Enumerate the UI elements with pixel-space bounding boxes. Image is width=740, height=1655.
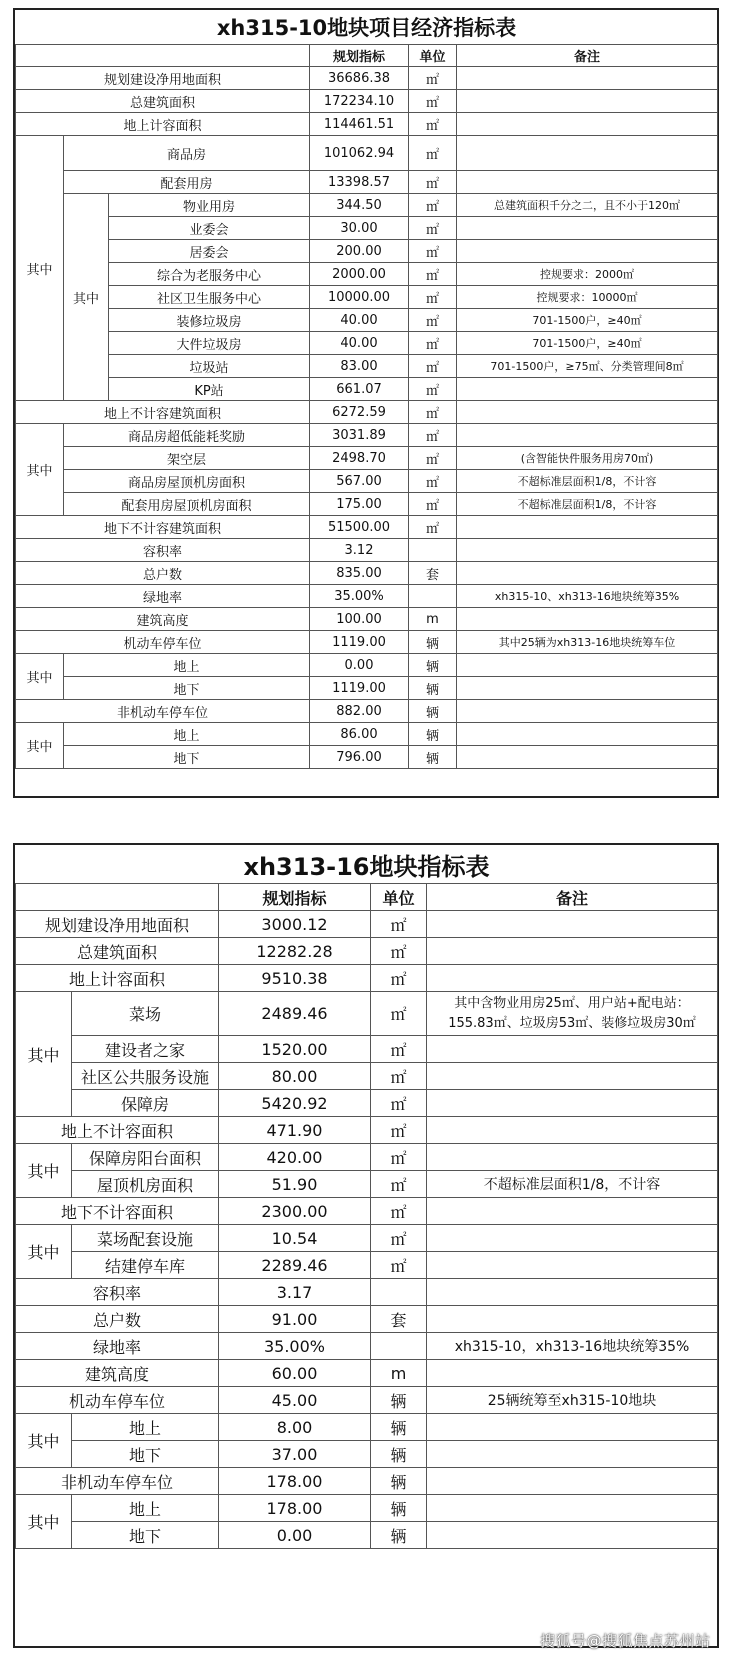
table-row: [16, 378, 718, 401]
table-row: [16, 401, 718, 424]
row-value: 471.90: [219, 1117, 371, 1144]
header-blank: [16, 884, 219, 911]
row-unit: m: [371, 1360, 427, 1387]
row-note: [427, 911, 718, 938]
row-note: [457, 378, 718, 401]
row-value: 5420.92: [219, 1090, 371, 1117]
row-value: 12282.28: [219, 938, 371, 965]
row-note: [457, 677, 718, 700]
row-label: 菜场: [72, 992, 219, 1036]
row-value: 835.00: [310, 562, 409, 585]
table-row: [16, 1252, 718, 1279]
row-value: 178.00: [219, 1495, 371, 1522]
row-label: 垃圾站: [109, 355, 310, 378]
table-row: [16, 1279, 718, 1306]
row-unit: 辆: [409, 677, 457, 700]
header-unit: 单位: [409, 45, 457, 67]
row-label: 居委会: [109, 240, 310, 263]
row-note: [457, 562, 718, 585]
row-note: [427, 1090, 718, 1117]
row-value: 567.00: [310, 470, 409, 493]
table-row: [16, 67, 718, 90]
row-label: 地上: [72, 1414, 219, 1441]
row-note: 总建筑面积千分之二，且不小于120㎡: [457, 194, 718, 217]
header-row: [16, 45, 718, 67]
row-note: (含智能快件服务用房70㎡): [457, 447, 718, 470]
row-unit: ㎡: [371, 1063, 427, 1090]
row-note: [457, 723, 718, 746]
row-unit: 套: [371, 1306, 427, 1333]
table-row: [16, 1468, 718, 1495]
row-label: 菜场配套设施: [72, 1225, 219, 1252]
row-unit: ㎡: [409, 263, 457, 286]
row-unit: ㎡: [409, 378, 457, 401]
table-row: [16, 1090, 718, 1117]
row-value: 2000.00: [310, 263, 409, 286]
row-label: 地上不计容建筑面积: [16, 401, 310, 424]
row-unit: ㎡: [409, 113, 457, 136]
row-label: 地上: [64, 723, 310, 746]
row-note: [457, 136, 718, 171]
row-value: 40.00: [310, 309, 409, 332]
row-unit: 辆: [409, 631, 457, 654]
row-unit: ㎡: [409, 194, 457, 217]
table-row: [16, 1171, 718, 1198]
row-unit: ㎡: [371, 1036, 427, 1063]
row-label: 地上计容面积: [16, 965, 219, 992]
row-unit: 辆: [409, 700, 457, 723]
table-row: [16, 493, 718, 516]
row-label: 地下: [64, 746, 310, 769]
row-unit: ㎡: [409, 309, 457, 332]
row-label: 非机动车停车位: [16, 700, 310, 723]
row-note: [427, 965, 718, 992]
row-note: [427, 1414, 718, 1441]
row-value: 0.00: [219, 1522, 371, 1549]
table-row: [16, 447, 718, 470]
table-row: [16, 911, 718, 938]
row-unit: ㎡: [409, 90, 457, 113]
table-row: [16, 1144, 718, 1171]
header-blank: [16, 45, 310, 67]
row-label: 地下不计容建筑面积: [16, 516, 310, 539]
row-label: 装修垃圾房: [109, 309, 310, 332]
indicator-table-1: [15, 10, 718, 769]
subgroup-label: 其中: [64, 194, 109, 401]
note-line-2: 155.83㎡、垃圾房53㎡、装修垃圾房30㎡: [448, 1015, 696, 1031]
row-label: 总建筑面积: [16, 938, 219, 965]
row-note: [457, 654, 718, 677]
row-note: 701-1500户，≥40㎡: [457, 309, 718, 332]
row-note: [427, 1441, 718, 1468]
row-note: [457, 113, 718, 136]
row-unit: [409, 539, 457, 562]
row-value: 172234.10: [310, 90, 409, 113]
row-label: 商品房超低能耗奖励: [64, 424, 310, 447]
row-label: 地下: [72, 1522, 219, 1549]
table-row: [16, 194, 718, 217]
row-note: [457, 516, 718, 539]
row-unit: ㎡: [409, 401, 457, 424]
table-row: [16, 539, 718, 562]
row-label: 综合为老服务中心: [109, 263, 310, 286]
row-label: 地上计容面积: [16, 113, 310, 136]
row-value: 344.50: [310, 194, 409, 217]
row-note: 不超标准层面积1/8，不计容: [427, 1171, 718, 1198]
row-label: 总建筑面积: [16, 90, 310, 113]
row-unit: [371, 1333, 427, 1360]
row-unit: 辆: [371, 1468, 427, 1495]
table-row: [16, 286, 718, 309]
row-value: 3031.89: [310, 424, 409, 447]
row-unit: ㎡: [409, 516, 457, 539]
row-note: [457, 539, 718, 562]
row-note: 其中25辆为xh313-16地块统筹车位: [457, 631, 718, 654]
row-label: 地下不计容面积: [16, 1198, 219, 1225]
row-value: 40.00: [310, 332, 409, 355]
row-label: 物业用房: [109, 194, 310, 217]
table-row: [16, 136, 718, 171]
row-note: [427, 1198, 718, 1225]
row-label: 社区卫生服务中心: [109, 286, 310, 309]
row-value: 114461.51: [310, 113, 409, 136]
row-label: 配套用房屋顶机房面积: [64, 493, 310, 516]
row-unit: 辆: [371, 1441, 427, 1468]
table-row: [16, 516, 718, 539]
row-unit: 套: [409, 562, 457, 585]
row-label: 业委会: [109, 217, 310, 240]
row-note: 701-1500户，≥75㎡、分类管理间8㎡: [457, 355, 718, 378]
row-label: 规划建设净用地面积: [16, 67, 310, 90]
table-row: [16, 1306, 718, 1333]
row-value: 882.00: [310, 700, 409, 723]
row-value: 51.90: [219, 1171, 371, 1198]
row-unit: ㎡: [371, 1144, 427, 1171]
row-note: [427, 1117, 718, 1144]
table-row: [16, 585, 718, 608]
row-value: 13398.57: [310, 171, 409, 194]
row-note: [427, 938, 718, 965]
row-note: [457, 90, 718, 113]
row-value: 91.00: [219, 1306, 371, 1333]
row-value: 6272.59: [310, 401, 409, 424]
table-row: [16, 263, 718, 286]
row-unit: m: [409, 608, 457, 631]
watermark-bottom: 搜狐号@搜狐焦点苏州站: [540, 1632, 711, 1650]
group-label: 其中: [16, 1144, 72, 1198]
header-note: 备注: [457, 45, 718, 67]
row-note: [427, 1306, 718, 1333]
row-label: 非机动车停车位: [16, 1468, 219, 1495]
table-row: [16, 332, 718, 355]
table-row: [16, 1063, 718, 1090]
row-value: 10000.00: [310, 286, 409, 309]
row-note: 控规要求：10000㎡: [457, 286, 718, 309]
row-value: 796.00: [310, 746, 409, 769]
row-unit: ㎡: [409, 355, 457, 378]
table-row: [16, 113, 718, 136]
row-note: 不超标准层面积1/8，不计容: [457, 470, 718, 493]
group-label: 其中: [16, 723, 64, 769]
table-row: [16, 631, 718, 654]
table-row: [16, 1036, 718, 1063]
table-row: [16, 938, 718, 965]
table-row: [16, 1333, 718, 1360]
row-label: 配套用房: [64, 171, 310, 194]
table-row: [16, 309, 718, 332]
row-label: 大件垃圾房: [109, 332, 310, 355]
row-value: 37.00: [219, 1441, 371, 1468]
header-value: 规划指标: [219, 884, 371, 911]
row-unit: ㎡: [371, 911, 427, 938]
row-label: 商品房: [64, 136, 310, 171]
row-unit: ㎡: [409, 217, 457, 240]
row-unit: ㎡: [371, 1198, 427, 1225]
row-value: 45.00: [219, 1387, 371, 1414]
row-note: [457, 746, 718, 769]
row-note: [427, 1144, 718, 1171]
row-unit: ㎡: [371, 938, 427, 965]
row-note: [427, 1063, 718, 1090]
table-row: [16, 1441, 718, 1468]
row-value: 83.00: [310, 355, 409, 378]
row-unit: ㎡: [409, 332, 457, 355]
row-note: [457, 171, 718, 194]
row-note: [427, 1279, 718, 1306]
row-value: 3000.12: [219, 911, 371, 938]
table-row: [16, 355, 718, 378]
row-note: [457, 217, 718, 240]
row-unit: ㎡: [371, 965, 427, 992]
table-row: [16, 1360, 718, 1387]
row-label: 商品房屋顶机房面积: [64, 470, 310, 493]
row-value: 101062.94: [310, 136, 409, 171]
row-unit: ㎡: [409, 240, 457, 263]
table-row: [16, 965, 718, 992]
row-value: 3.17: [219, 1279, 371, 1306]
row-value: 100.00: [310, 608, 409, 631]
row-value: 2489.46: [219, 992, 371, 1036]
row-label: 地下: [72, 1441, 219, 1468]
row-label: 容积率: [16, 539, 310, 562]
table-row: [16, 700, 718, 723]
table-row: [16, 1387, 718, 1414]
row-note: [457, 608, 718, 631]
table-row: [16, 1495, 718, 1522]
row-value: 2498.70: [310, 447, 409, 470]
row-label: 建设者之家: [72, 1036, 219, 1063]
row-unit: ㎡: [371, 1252, 427, 1279]
indicator-table-2: [15, 845, 718, 1549]
row-label: 机动车停车位: [16, 1387, 219, 1414]
table-row: [16, 240, 718, 263]
row-note: [427, 1360, 718, 1387]
table-row: [16, 424, 718, 447]
row-note: [427, 1522, 718, 1549]
row-unit: 辆: [371, 1522, 427, 1549]
row-unit: ㎡: [371, 1090, 427, 1117]
table-xh313-16: [13, 843, 719, 1648]
row-label: 建筑高度: [16, 608, 310, 631]
row-label: 架空层: [64, 447, 310, 470]
table-row: [16, 723, 718, 746]
row-label: 总户数: [16, 562, 310, 585]
row-unit: ㎡: [371, 1225, 427, 1252]
row-label: 总户数: [16, 1306, 219, 1333]
row-label: 社区公共服务设施: [72, 1063, 219, 1090]
row-value: 30.00: [310, 217, 409, 240]
header-value: 规划指标: [310, 45, 409, 67]
row-note: 701-1500户，≥40㎡: [457, 332, 718, 355]
row-label: 屋顶机房面积: [72, 1171, 219, 1198]
row-note: [427, 992, 718, 1036]
table-row: [16, 746, 718, 769]
group-label: 其中: [16, 1225, 72, 1279]
table-row: [16, 1198, 718, 1225]
row-value: 661.07: [310, 378, 409, 401]
row-value: 8.00: [219, 1414, 371, 1441]
row-unit: ㎡: [409, 470, 457, 493]
row-note: 25辆统筹至xh315-10地块: [427, 1387, 718, 1414]
row-label: 地下: [64, 677, 310, 700]
table-title: xh313-16地块指标表: [16, 845, 718, 884]
table-row: [16, 1522, 718, 1549]
row-label: 建筑高度: [16, 1360, 219, 1387]
row-unit: ㎡: [409, 286, 457, 309]
row-unit: 辆: [371, 1495, 427, 1522]
row-label: KP站: [109, 378, 310, 401]
row-label: 地上: [72, 1495, 219, 1522]
row-note: [457, 424, 718, 447]
row-label: 机动车停车位: [16, 631, 310, 654]
row-unit: 辆: [409, 723, 457, 746]
table-row: [16, 1414, 718, 1441]
group-label: 其中: [16, 654, 64, 700]
row-value: 1119.00: [310, 631, 409, 654]
table-row: [16, 470, 718, 493]
row-value: 35.00%: [310, 585, 409, 608]
row-value: 36686.38: [310, 67, 409, 90]
row-unit: ㎡: [371, 1171, 427, 1198]
row-unit: 辆: [409, 746, 457, 769]
row-value: 420.00: [219, 1144, 371, 1171]
row-note: [427, 1225, 718, 1252]
row-label: 保障房阳台面积: [72, 1144, 219, 1171]
row-value: 51500.00: [310, 516, 409, 539]
table-row: [16, 677, 718, 700]
row-note: [427, 1495, 718, 1522]
row-unit: [409, 585, 457, 608]
group-label: 其中: [16, 136, 64, 401]
note-line-1: 其中含物业用房25㎡、用户站+配电站：: [454, 995, 690, 1011]
row-value: 60.00: [219, 1360, 371, 1387]
row-value: 178.00: [219, 1468, 371, 1495]
group-label: 其中: [16, 1495, 72, 1549]
table-row: [16, 992, 718, 1036]
row-note: [457, 700, 718, 723]
row-note: [427, 1036, 718, 1063]
row-unit: ㎡: [409, 424, 457, 447]
row-unit: ㎡: [409, 171, 457, 194]
row-label: 地上: [64, 654, 310, 677]
row-value: 175.00: [310, 493, 409, 516]
row-unit: 辆: [371, 1387, 427, 1414]
table-row: [16, 171, 718, 194]
row-unit: ㎡: [409, 136, 457, 171]
row-value: 1520.00: [219, 1036, 371, 1063]
row-note: [427, 1252, 718, 1279]
row-value: 200.00: [310, 240, 409, 263]
table-row: [16, 90, 718, 113]
row-note: [427, 1468, 718, 1495]
row-value: 0.00: [310, 654, 409, 677]
row-unit: ㎡: [371, 992, 427, 1036]
row-unit: [371, 1279, 427, 1306]
group-label: 其中: [16, 424, 64, 516]
row-label: 规划建设净用地面积: [16, 911, 219, 938]
row-value: 2289.46: [219, 1252, 371, 1279]
row-value: 80.00: [219, 1063, 371, 1090]
row-label: 结建停车库: [72, 1252, 219, 1279]
row-value: 9510.38: [219, 965, 371, 992]
row-unit: 辆: [371, 1414, 427, 1441]
row-unit: ㎡: [409, 447, 457, 470]
table-row: [16, 1225, 718, 1252]
row-note: xh315-10，xh313-16地块统筹35%: [427, 1333, 718, 1360]
row-unit: ㎡: [371, 1117, 427, 1144]
row-value: 3.12: [310, 539, 409, 562]
row-label: 地上不计容面积: [16, 1117, 219, 1144]
row-label: 容积率: [16, 1279, 219, 1306]
header-note: 备注: [427, 884, 718, 911]
row-label: 绿地率: [16, 585, 310, 608]
row-value: 35.00%: [219, 1333, 371, 1360]
table-row: [16, 654, 718, 677]
table-title: xh315-10地块项目经济指标表: [16, 10, 718, 45]
row-value: 10.54: [219, 1225, 371, 1252]
header-row: [16, 884, 718, 911]
row-label: 绿地率: [16, 1333, 219, 1360]
row-note: [457, 67, 718, 90]
row-note: 控规要求：2000㎡: [457, 263, 718, 286]
row-note: 不超标准层面积1/8，不计容: [457, 493, 718, 516]
row-label: 保障房: [72, 1090, 219, 1117]
row-value: 86.00: [310, 723, 409, 746]
table-row: [16, 1117, 718, 1144]
row-value: 2300.00: [219, 1198, 371, 1225]
row-unit: 辆: [409, 654, 457, 677]
group-label: 其中: [16, 992, 72, 1117]
row-note: [457, 401, 718, 424]
row-unit: ㎡: [409, 493, 457, 516]
row-note: xh315-10、xh313-16地块统筹35%: [457, 585, 718, 608]
row-value: 1119.00: [310, 677, 409, 700]
table-row: [16, 562, 718, 585]
table-row: [16, 608, 718, 631]
row-unit: ㎡: [409, 67, 457, 90]
row-note: [457, 240, 718, 263]
header-unit: 单位: [371, 884, 427, 911]
group-label: 其中: [16, 1414, 72, 1468]
table-row: [16, 217, 718, 240]
table-xh315-10: [13, 8, 719, 798]
